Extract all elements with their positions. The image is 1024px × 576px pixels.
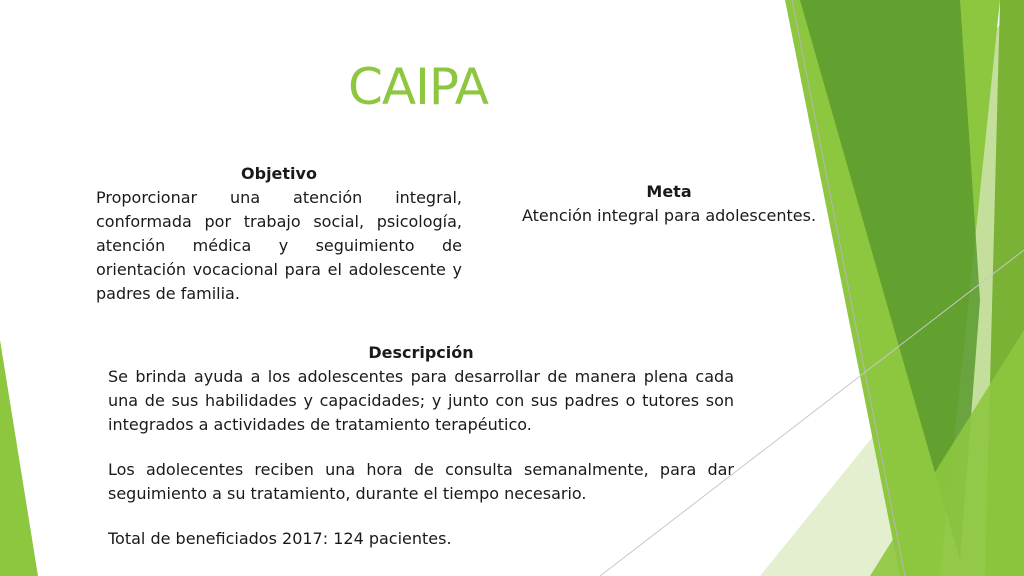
meta-heading: Meta: [646, 182, 692, 201]
beneficiados-total: Total de beneficiados 2017: 124 pacientes.: [108, 529, 452, 548]
descripcion-heading: Descripción: [368, 343, 474, 362]
meta-text: Atención integral para adolescentes.: [521, 206, 817, 225]
descripcion-section: [108, 341, 734, 551]
objetivo-text: Proporcionar una atención integral, conformada por trabajo social, psicología, atención médica y seguimiento de orientación vocacional para el adolescente y padres de familia.: [96, 188, 462, 303]
objetivo-heading: Objetivo: [241, 164, 317, 183]
slide-title: CAIPA: [347, 58, 489, 116]
descripcion-paragraph: Los adolecentes reciben una hora de consulta semanalmente, para dar seguimiento a su tratamiento, durante el tiempo necesario.: [108, 460, 734, 503]
descripcion-paragraph: Se brinda ayuda a los adolescentes para desarrollar de manera plena cada una de sus habilidades y capacidades; y junto con sus padres o tutores son integrados a actividades de tratamiento terapéutico.: [108, 367, 734, 434]
objetivo-section: [96, 162, 462, 306]
meta-section: [506, 180, 832, 228]
left-green-strip: [0, 340, 38, 576]
